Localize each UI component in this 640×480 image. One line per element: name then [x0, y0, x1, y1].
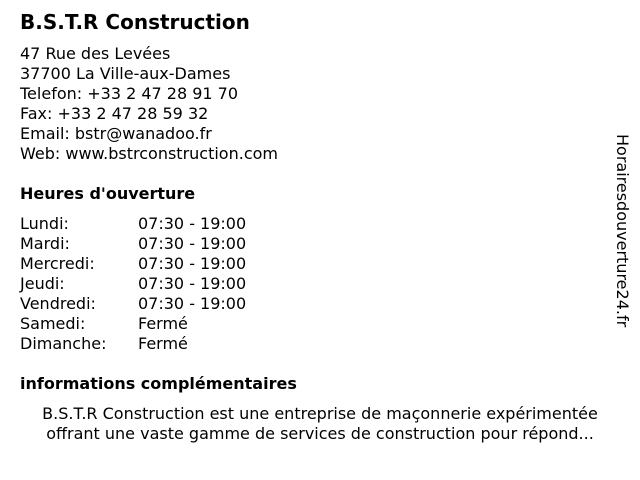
email-address[interactable]: Email: bstr@wanadoo.fr	[20, 124, 212, 143]
day-label: Lundi:	[20, 214, 69, 233]
fax-number: Fax: +33 2 47 28 59 32	[20, 104, 209, 123]
website-link[interactable]: Web: www.bstrconstruction.com	[20, 144, 278, 163]
hours-value: 07:30 - 19:00	[138, 214, 247, 233]
day-label: Mardi:	[20, 234, 70, 253]
hours-value: 07:30 - 19:00	[138, 254, 247, 273]
info-line: B.S.T.R Construction est une entreprise de maçonnerie expérimentée	[42, 404, 598, 423]
day-label: Dimanche:	[20, 334, 107, 353]
hours-value: Fermé	[138, 314, 188, 333]
contact-block	[20, 44, 278, 164]
hours-value: 07:30 - 19:00	[138, 294, 247, 313]
hours-value: Fermé	[138, 334, 188, 353]
hours-heading: Heures d'ouverture	[20, 184, 196, 203]
hours-value: 07:30 - 19:00	[138, 274, 247, 293]
phone-number[interactable]: Telefon: +33 2 47 28 91 70	[20, 84, 239, 103]
site-watermark: Horairesdouverture24.fr	[613, 134, 632, 328]
hours-value: 07:30 - 19:00	[138, 234, 247, 253]
business-name: B.S.T.R Construction	[20, 10, 250, 34]
day-label: Vendredi:	[20, 294, 96, 313]
day-label: Jeudi:	[20, 274, 65, 293]
day-label: Samedi:	[20, 314, 86, 333]
day-label: Mercredi:	[20, 254, 95, 273]
address-street: 47 Rue des Levées	[20, 44, 171, 63]
info-description	[20, 404, 620, 444]
address-city: 37700 La Ville-aux-Dames	[20, 64, 231, 83]
info-heading: informations complémentaires	[20, 374, 297, 393]
info-line: offrant une vaste gamme de services de construction pour répond...	[46, 424, 594, 443]
